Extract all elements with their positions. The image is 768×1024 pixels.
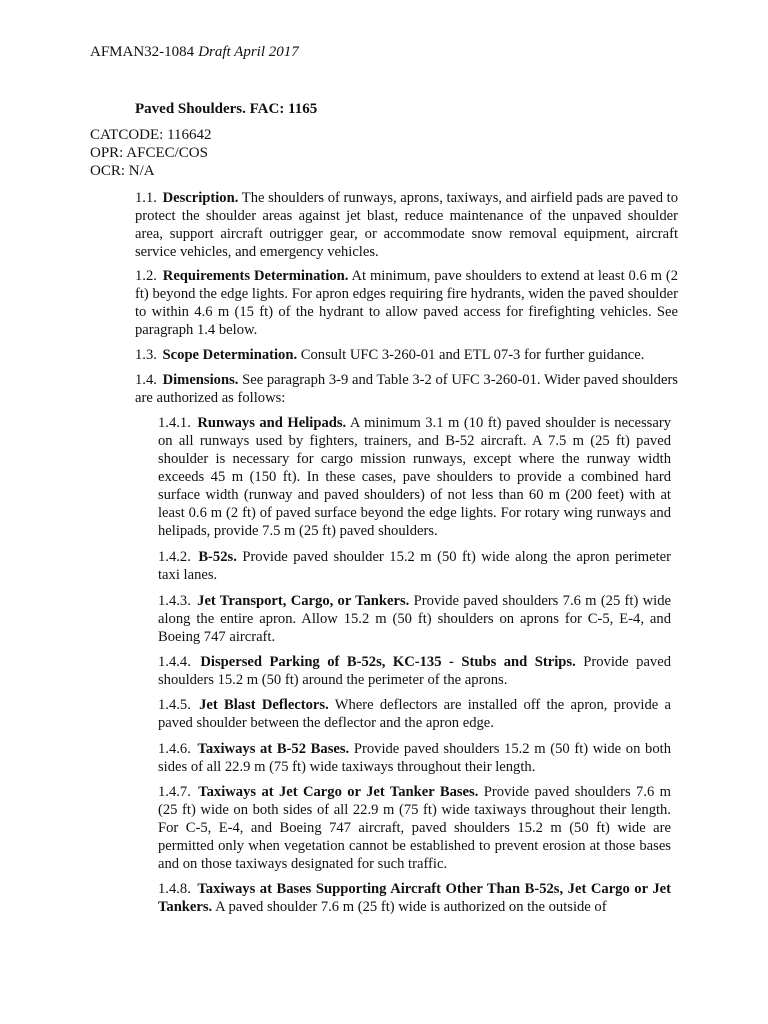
paragraph-heading: Taxiways at B-52 Bases. <box>197 741 350 757</box>
paragraph-heading: Dispersed Parking of B-52s, KC-135 - Stubs and Strips. <box>200 654 576 670</box>
paragraph-number: 1.4.8. <box>158 881 191 897</box>
paragraph-heading: Taxiways at Bases Supporting Aircraft Other Than B-52s, Jet Cargo or Jet Tankers. <box>158 881 671 915</box>
paragraph-number: 1.4.5. <box>158 697 191 713</box>
paragraph-number: 1.1. <box>135 190 157 206</box>
paragraph-text: Where deflectors are installed off the apron, provide a paved shoulder between the deflector and the apron edge. <box>158 697 671 731</box>
paragraph-number: 1.4. <box>135 372 157 388</box>
paragraph-number: 1.4.1. <box>158 415 191 431</box>
paragraph-1-4-2 <box>158 548 671 584</box>
running-header <box>90 44 299 61</box>
paragraph-1-4-7 <box>158 783 671 873</box>
metadata-block <box>90 126 212 180</box>
paragraph-1-4 <box>135 371 678 407</box>
paragraph-heading: Runways and Helipads. <box>197 415 347 431</box>
paragraph-1-4-6 <box>158 740 671 776</box>
paragraph-text: Provide paved shoulders 7.6 m (25 ft) wide on both sides of all 22.9 m (75 ft) wide taxiways throughout their length. For C-5, E-4, and Boeing 747 aircraft, paved shoulders 15.2 m (50 ft) wide are permitted only when vegetation cannot be established to prevent erosion at those bases and on those taxiways designated for such traffic. <box>158 784 671 872</box>
ocr-line: OCR: N/A <box>90 163 155 179</box>
paragraph-text: Provide paved shoulders 15.2 m (50 ft) around the perimeter of the aprons. <box>158 654 671 688</box>
paragraph-text: See paragraph 3-9 and Table 3-2 of UFC 3-260-01. Wider paved shoulders are authorized as follows: <box>135 372 678 406</box>
paragraph-heading: Requirements Determination. <box>162 268 349 284</box>
paragraph-text: Consult UFC 3-260-01 and ETL 07-3 for further guidance. <box>300 347 645 363</box>
paragraph-1-4-3 <box>158 592 671 646</box>
paragraph-number: 1.4.2. <box>158 549 191 565</box>
paragraph-text: Provide paved shoulders 15.2 m (50 ft) wide on both sides of all 22.9 m (75 ft) wide taxiways throughout their length. <box>158 741 671 775</box>
paragraph-text: Provide paved shoulders 7.6 m (25 ft) wide along the entire apron. Allow 15.2 m (50 ft) shoulders on aprons for C-5, E-4, and Boeing 747 aircraft. <box>158 593 671 645</box>
paragraph-heading: Jet Blast Deflectors. <box>199 697 329 713</box>
paragraph-1-4-5 <box>158 696 671 732</box>
paragraph-heading: Dimensions. <box>162 372 239 388</box>
paragraph-number: 1.4.6. <box>158 741 191 757</box>
catcode-line: CATCODE: 116642 <box>90 127 212 143</box>
paragraph-1-3 <box>135 346 678 364</box>
paragraph-text: At minimum, pave shoulders to extend at least 0.6 m (2 ft) beyond the edge lights. For apron edges requiring fire hydrants, widen the paved shoulder to within 4.6 m (15 ft) of the hydrant to allow paved access for firefighting vehicles. See paragraph 1.4 below. <box>135 268 679 338</box>
section-title: Paved Shoulders. FAC: 1165 <box>135 101 318 117</box>
paragraph-number: 1.4.4. <box>158 654 191 670</box>
paragraph-heading: B-52s. <box>198 549 237 565</box>
opr-line: OPR: AFCEC/COS <box>90 145 208 161</box>
paragraph-1-4-8 <box>158 880 671 916</box>
paragraph-text: A paved shoulder 7.6 m (25 ft) wide is authorized on the outside of <box>215 899 607 915</box>
paragraph-text: Provide paved shoulder 15.2 m (50 ft) wide along the apron perimeter taxi lanes. <box>158 549 671 583</box>
paragraph-text: A minimum 3.1 m (10 ft) paved shoulder is necessary on all runways used by fighters, trainers, and B-52 aircraft. A 7.5 m (25 ft) paved shoulder is necessary for cargo mission runways, except where the runway width exceeds 45 m (150 ft). In these cases, pave shoulders to provide a combined hard surface width (runway and paved shoulders) of not less than 60 m (200 feet) with at least 0.6 m (2 ft) of paved surface beyond the edge lights. For rotary wing runways and helipads, provide 7.5 m (25 ft) paved shoulders. <box>158 415 671 539</box>
draft-date: Draft April 2017 <box>198 44 299 60</box>
paragraph-number: 1.4.3. <box>158 593 191 609</box>
paragraph-heading: Description. <box>162 190 239 206</box>
paragraph-1-4-1 <box>158 414 671 540</box>
paragraph-heading: Taxiways at Jet Cargo or Jet Tanker Bases. <box>198 784 479 800</box>
paragraph-text: The shoulders of runways, aprons, taxiways, and airfield pads are paved to protect the shoulder areas against jet blast, reduce maintenance of the unpaved shoulder area, support aircraft outrigger gear, or accommodate snow removal equipment, aircraft service vehicles, and emergency vehicles. <box>135 190 678 260</box>
doc-id: AFMAN32-1084 <box>90 44 195 60</box>
paragraph-1-1 <box>135 189 678 261</box>
paragraph-number: 1.2. <box>135 268 157 284</box>
paragraph-number: 1.3. <box>135 347 157 363</box>
paragraph-number: 1.4.7. <box>158 784 191 800</box>
paragraph-heading: Scope Determination. <box>162 347 298 363</box>
paragraph-1-4-4 <box>158 653 671 689</box>
paragraph-1-2 <box>135 267 678 339</box>
paragraph-heading: Jet Transport, Cargo, or Tankers. <box>197 593 410 609</box>
